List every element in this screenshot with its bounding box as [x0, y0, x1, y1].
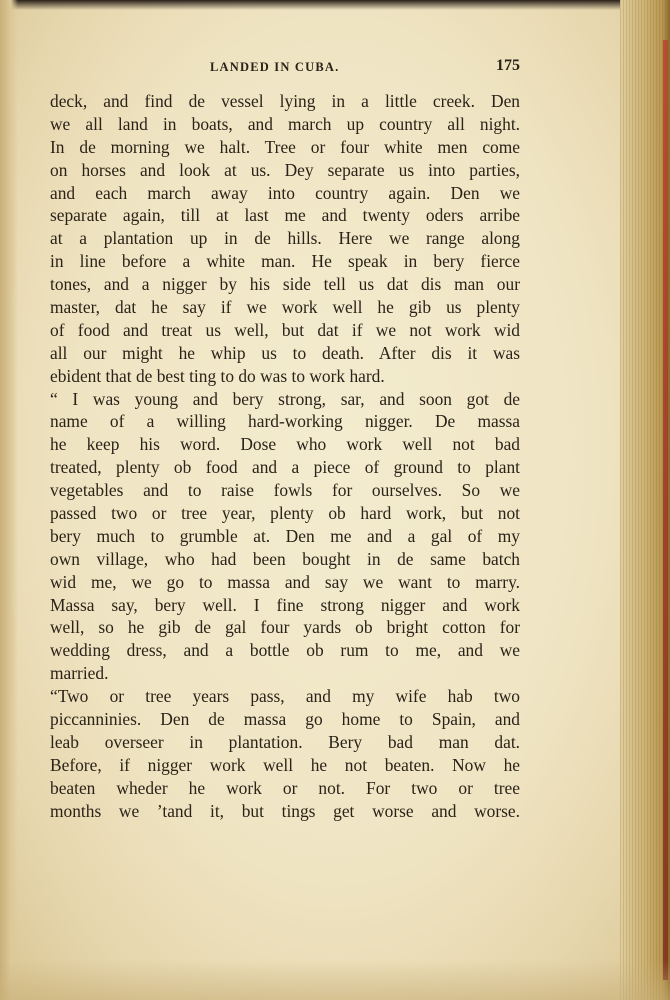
text-line: we all land in boats, and march up country all night. [50, 113, 520, 134]
page-edges [620, 0, 670, 1000]
text-line: master, dat he say if we work well he gib us plenty [50, 297, 520, 318]
text-line: Before, if nigger work well he not beaten. Now he [50, 754, 520, 775]
text-line: leab overseer in plantation. Bery bad man dat. [50, 731, 520, 752]
text-line: and each march away into country again. Den we [50, 182, 520, 203]
running-head: LANDED IN CUBA. [210, 60, 340, 74]
text-line: all our might he whip us to death. After dis it was [50, 342, 520, 363]
text-line: passed two or tree year, plenty ob hard work, but not [50, 503, 520, 524]
text-line: months we ’tand it, but tings get worse and worse. [50, 800, 520, 821]
text-line: name of a willing hard-working nigger. De massa [50, 411, 520, 432]
text-line: of food and treat us well, but dat if we not work wid [50, 319, 520, 340]
text-line: at a plantation up in de hills. Here we range along [50, 228, 520, 249]
text-line: in line before a white man. He speak in bery fierce [50, 251, 520, 272]
text-line: beaten wheder he work or not. For two or tree [50, 777, 520, 798]
text-line: on horses and look at us. Dey separate us into parties, [50, 159, 520, 180]
text-line: married. [50, 663, 109, 684]
facing-page-bleed [2, 90, 12, 750]
red-page-edge [663, 40, 668, 980]
text-line: separate again, till at last me and twenty oders arribe [50, 205, 520, 226]
text-line: ebident that de best ting to do was to work hard. [50, 365, 385, 386]
page-gutter [0, 0, 18, 1000]
text-line: piccanninies. Den de massa go home to Spain, and [50, 709, 520, 730]
text-line: “ I was young and bery strong, sar, and soon got de [50, 388, 520, 409]
text-line: treated, plenty ob food and a piece of ground to plant [50, 457, 520, 478]
text-line: wedding dress, and a bottle ob rum to me, and we [50, 640, 520, 661]
text-line: own village, who had been bought in de same batch [50, 548, 520, 569]
text-line: tones, and a nigger by his side tell us dat dis man our [50, 274, 520, 295]
text-line: bery much to grumble at. Den me and a gal of my [50, 525, 520, 546]
page-header [50, 58, 520, 80]
page-number: 175 [496, 57, 520, 74]
text-line: he keep his word. Dose who work well not bad [50, 434, 520, 455]
text-line: Massa say, bery well. I fine strong nigger and work [50, 594, 520, 615]
text-line: deck, and find de vessel lying in a little creek. Den [50, 91, 520, 111]
bottom-shadow [0, 960, 670, 1000]
text-line: vegetables and to raise fowls for ourselves. So we [50, 480, 520, 501]
text-line: well, so he gib de gal four yards ob bright cotton for [50, 617, 520, 638]
text-line: wid me, we go to massa and say we want to marry. [50, 571, 520, 592]
text-line: In de morning we halt. Tree or four white men come [50, 136, 520, 157]
body-text [50, 90, 520, 823]
top-shadow [0, 0, 670, 10]
text-line: “Two or tree years pass, and my wife hab two [50, 686, 520, 707]
